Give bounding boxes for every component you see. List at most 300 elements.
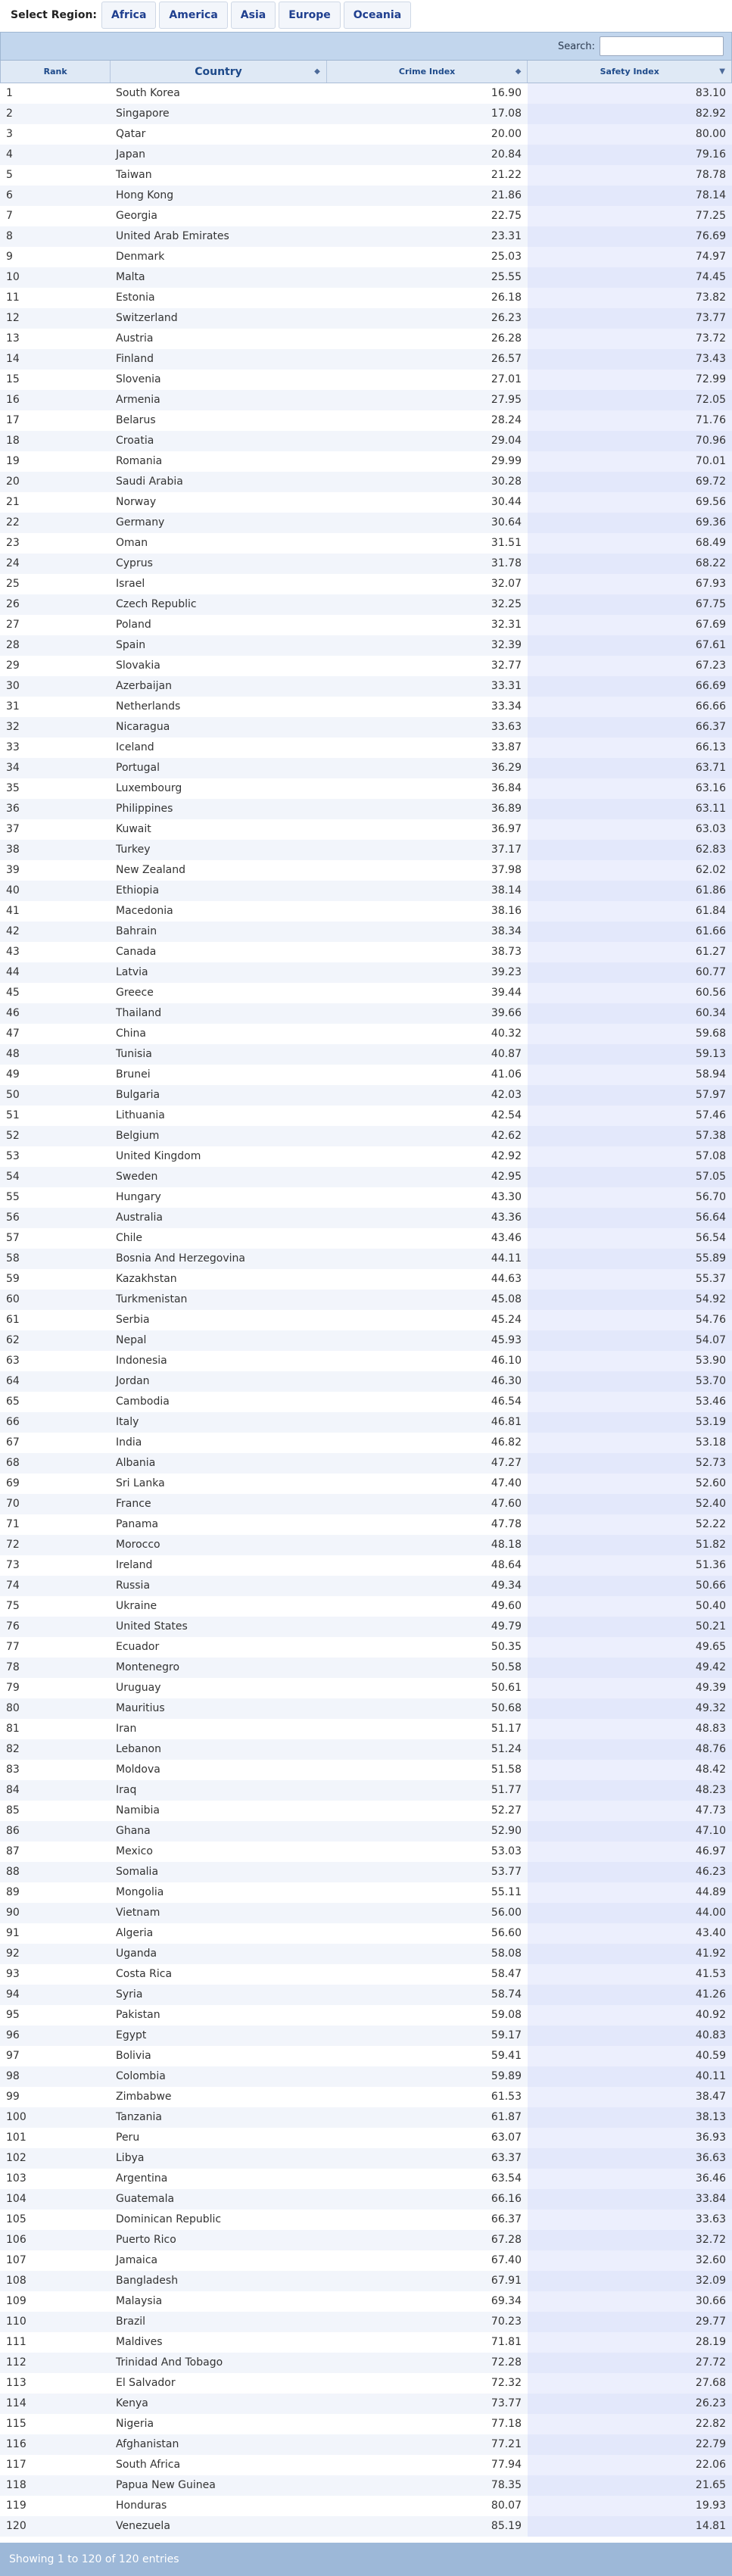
country-cell: Mongolia — [116, 1886, 164, 1898]
table-row — [0, 778, 732, 799]
rank-cell: 84 — [6, 1784, 20, 1796]
table-row — [0, 2005, 732, 2026]
country-cell: Albania — [116, 1457, 156, 1469]
column-header-country[interactable] — [111, 61, 327, 83]
rank-cell: 65 — [6, 1396, 20, 1408]
safety-index-cell: 76.69 — [528, 226, 732, 247]
country-cell: New Zealand — [116, 864, 185, 876]
country-cell: United Kingdom — [116, 1150, 201, 1162]
safety-index-cell: 69.36 — [528, 513, 732, 533]
table-row — [0, 2148, 732, 2169]
column-header-crime-index[interactable] — [327, 61, 528, 83]
table-row — [0, 1658, 732, 1678]
rank-cell: 97 — [6, 2050, 20, 2062]
safety-index-cell: 62.83 — [528, 840, 732, 860]
rank-cell: 55 — [6, 1191, 20, 1203]
table-row — [0, 1003, 732, 1024]
country-cell: Ecuador — [116, 1641, 160, 1653]
country-cell: Namibia — [116, 1804, 160, 1817]
crime-index-cell: 49.34 — [491, 1580, 522, 1592]
crime-index-cell: 30.44 — [491, 496, 522, 508]
table-row — [0, 1719, 732, 1739]
table-footer — [0, 2543, 732, 2576]
country-cell: Tunisia — [116, 1048, 152, 1060]
rank-cell: 41 — [6, 905, 20, 917]
safety-index-cell: 68.49 — [528, 533, 732, 554]
country-cell: Portugal — [116, 762, 160, 774]
table-row — [0, 574, 732, 594]
country-cell: Slovenia — [116, 373, 161, 385]
crime-index-cell: 52.27 — [491, 1804, 522, 1817]
country-cell: Uruguay — [116, 1682, 161, 1694]
table-row — [0, 145, 732, 165]
table-row — [0, 2026, 732, 2046]
rank-cell: 112 — [6, 2356, 26, 2369]
rank-cell: 82 — [6, 1743, 20, 1755]
crime-index-cell: 53.03 — [491, 1845, 522, 1857]
country-cell: Poland — [116, 619, 151, 631]
safety-index-cell: 22.79 — [528, 2434, 732, 2455]
safety-index-cell: 70.96 — [528, 431, 732, 451]
safety-index-cell: 56.54 — [528, 1228, 732, 1249]
country-cell: Azerbaijan — [116, 680, 172, 692]
safety-index-cell: 46.23 — [528, 1862, 732, 1882]
rank-cell: 43 — [6, 946, 20, 958]
country-cell: Oman — [116, 537, 148, 549]
crime-index-cell: 45.93 — [491, 1334, 522, 1346]
table-row — [0, 656, 732, 676]
rank-cell: 74 — [6, 1580, 20, 1592]
table-body — [0, 83, 732, 2537]
crime-index-cell: 20.00 — [491, 128, 522, 140]
safety-index-cell: 70.01 — [528, 451, 732, 472]
country-cell: Colombia — [116, 2070, 166, 2082]
rank-cell: 52 — [6, 1130, 20, 1142]
table-row — [0, 206, 732, 226]
country-cell: Montenegro — [116, 1661, 180, 1673]
table-row — [0, 186, 732, 206]
crime-index-cell: 33.34 — [491, 700, 522, 713]
crime-index-cell: 38.34 — [491, 925, 522, 937]
safety-index-cell: 26.23 — [528, 2394, 732, 2414]
table-row — [0, 1146, 732, 1167]
rank-cell: 16 — [6, 394, 20, 406]
crime-index-cell: 36.84 — [491, 782, 522, 794]
rank-cell: 57 — [6, 1232, 20, 1244]
crime-index-cell: 26.57 — [491, 353, 522, 365]
safety-index-cell: 57.08 — [528, 1146, 732, 1167]
crime-index-cell: 59.08 — [491, 2009, 522, 2021]
crime-index-cell: 46.81 — [491, 1416, 522, 1428]
safety-index-cell: 22.06 — [528, 2455, 732, 2475]
rank-cell: 8 — [6, 230, 13, 242]
table-row — [0, 1678, 732, 1698]
country-cell: Armenia — [116, 394, 160, 406]
crime-index-cell: 26.28 — [491, 332, 522, 345]
table-row — [0, 513, 732, 533]
table-row — [0, 533, 732, 554]
crime-index-cell: 78.35 — [491, 2479, 522, 2491]
safety-index-cell: 21.65 — [528, 2475, 732, 2496]
country-cell: Nigeria — [116, 2418, 154, 2430]
country-cell: Slovakia — [116, 660, 160, 672]
table-row — [0, 635, 732, 656]
data-table-container — [0, 32, 732, 2576]
country-cell: Ethiopia — [116, 884, 160, 897]
rank-cell: 9 — [6, 251, 13, 263]
country-cell: Cyprus — [116, 557, 153, 569]
crime-index-cell: 40.87 — [491, 1048, 522, 1060]
table-row — [0, 1106, 732, 1126]
country-cell: Trinidad And Tobago — [116, 2356, 223, 2369]
table-row — [0, 1024, 732, 1044]
region-button-asia[interactable]: Asia — [231, 2, 276, 29]
crime-index-cell: 25.55 — [491, 271, 522, 283]
rank-cell: 4 — [6, 148, 13, 161]
safety-index-cell: 71.76 — [528, 410, 732, 431]
rank-cell: 42 — [6, 925, 20, 937]
rank-cell: 85 — [6, 1804, 20, 1817]
safety-index-cell: 67.69 — [528, 615, 732, 635]
rank-cell: 76 — [6, 1620, 20, 1633]
country-cell: Costa Rica — [116, 1968, 173, 1980]
rank-cell: 31 — [6, 700, 20, 713]
crime-index-cell: 48.18 — [491, 1539, 522, 1551]
rank-cell: 1 — [6, 87, 13, 99]
rank-cell: 18 — [6, 435, 20, 447]
country-cell: Zimbabwe — [116, 2091, 172, 2103]
rank-cell: 61 — [6, 1314, 20, 1326]
table-row — [0, 2373, 732, 2394]
country-cell: Ukraine — [116, 1600, 157, 1612]
country-cell: Luxembourg — [116, 782, 182, 794]
safety-index-cell: 40.59 — [528, 2046, 732, 2066]
safety-index-cell: 61.86 — [528, 881, 732, 901]
table-row — [0, 410, 732, 431]
safety-index-cell: 32.60 — [528, 2250, 732, 2271]
rank-cell: 89 — [6, 1886, 20, 1898]
safety-index-cell: 73.43 — [528, 349, 732, 370]
rank-cell: 44 — [6, 966, 20, 978]
table-row — [0, 1330, 732, 1351]
safety-index-cell: 67.75 — [528, 594, 732, 615]
table-row — [0, 1208, 732, 1228]
crime-index-cell: 56.00 — [491, 1907, 522, 1919]
table-row — [0, 1228, 732, 1249]
crime-index-cell: 41.06 — [491, 1068, 522, 1081]
country-cell: Maldives — [116, 2336, 163, 2348]
safety-index-cell: 55.89 — [528, 1249, 732, 1269]
country-cell: Somalia — [116, 1866, 159, 1878]
rank-cell: 105 — [6, 2213, 26, 2225]
rank-cell: 7 — [6, 210, 13, 222]
crime-index-cell: 63.07 — [491, 2132, 522, 2144]
rank-cell: 98 — [6, 2070, 20, 2082]
rank-cell: 110 — [6, 2316, 26, 2328]
country-cell: Ghana — [116, 1825, 151, 1837]
rank-cell: 6 — [6, 189, 13, 201]
safety-index-cell: 53.19 — [528, 1412, 732, 1433]
safety-index-cell: 27.68 — [528, 2373, 732, 2394]
table-row — [0, 1453, 732, 1474]
crime-index-cell: 80.07 — [491, 2500, 522, 2512]
country-cell: Kazakhstan — [116, 1273, 177, 1285]
crime-index-cell: 32.39 — [491, 639, 522, 651]
rank-cell: 10 — [6, 271, 20, 283]
country-cell: Kuwait — [116, 823, 151, 835]
safety-index-cell: 57.05 — [528, 1167, 732, 1187]
rank-cell: 78 — [6, 1661, 20, 1673]
crime-index-cell: 38.14 — [491, 884, 522, 897]
region-button-africa[interactable]: Africa — [101, 2, 156, 29]
crime-index-cell: 61.53 — [491, 2091, 522, 2103]
table-row — [0, 308, 732, 329]
rank-cell: 69 — [6, 1477, 20, 1489]
rank-cell: 93 — [6, 1968, 20, 1980]
table-row — [0, 1882, 732, 1903]
crime-index-cell: 50.68 — [491, 1702, 522, 1714]
table-row — [0, 697, 732, 717]
country-cell: Estonia — [116, 292, 155, 304]
crime-index-cell: 50.35 — [491, 1641, 522, 1653]
rank-cell: 120 — [6, 2520, 26, 2532]
table-row — [0, 2291, 732, 2312]
safety-index-cell: 48.23 — [528, 1780, 732, 1801]
region-button-america[interactable]: America — [159, 2, 227, 29]
table-row — [0, 1739, 732, 1760]
crime-index-cell: 58.08 — [491, 1948, 522, 1960]
rank-cell: 92 — [6, 1948, 20, 1960]
table-row — [0, 1555, 732, 1576]
column-header-safety-index[interactable] — [528, 61, 731, 83]
country-cell: Venezuela — [116, 2520, 170, 2532]
table-row — [0, 431, 732, 451]
safety-index-cell: 49.39 — [528, 1678, 732, 1698]
rank-cell: 106 — [6, 2234, 26, 2246]
rank-cell: 81 — [6, 1723, 20, 1735]
table-row — [0, 1514, 732, 1535]
table-row — [0, 492, 732, 513]
country-cell: Hungary — [116, 1191, 161, 1203]
table-row — [0, 799, 732, 819]
safety-index-cell: 51.36 — [528, 1555, 732, 1576]
country-cell: Iceland — [116, 741, 154, 753]
crime-index-cell: 66.37 — [491, 2213, 522, 2225]
rank-cell: 3 — [6, 128, 13, 140]
country-cell: Mauritius — [116, 1702, 165, 1714]
country-cell: Jamaica — [116, 2254, 158, 2266]
column-header-rank[interactable] — [1, 61, 111, 83]
safety-index-cell: 52.40 — [528, 1494, 732, 1514]
table-row — [0, 1290, 732, 1310]
table-row — [0, 1371, 732, 1392]
safety-index-cell: 66.13 — [528, 738, 732, 758]
safety-index-cell: 74.45 — [528, 267, 732, 288]
safety-index-cell: 67.23 — [528, 656, 732, 676]
safety-index-cell: 41.53 — [528, 1964, 732, 1985]
crime-index-cell: 66.16 — [491, 2193, 522, 2205]
country-cell: Vietnam — [116, 1907, 160, 1919]
rank-cell: 101 — [6, 2132, 26, 2144]
safety-index-cell: 83.10 — [528, 83, 732, 104]
rank-cell: 29 — [6, 660, 20, 672]
crime-index-cell: 46.10 — [491, 1355, 522, 1367]
safety-index-cell: 54.76 — [528, 1310, 732, 1330]
region-button-europe[interactable]: Europe — [279, 2, 341, 29]
table-row — [0, 2414, 732, 2434]
country-cell: Sri Lanka — [116, 1477, 165, 1489]
table-row — [0, 2475, 732, 2496]
crime-index-cell: 36.29 — [491, 762, 522, 774]
sort-both-icon: ◆ — [515, 67, 522, 76]
safety-index-cell: 61.27 — [528, 942, 732, 962]
rank-cell: 40 — [6, 884, 20, 897]
safety-index-cell: 63.03 — [528, 819, 732, 840]
rank-cell: 27 — [6, 619, 20, 631]
rank-cell: 109 — [6, 2295, 26, 2307]
table-row — [0, 349, 732, 370]
rank-cell: 90 — [6, 1907, 20, 1919]
crime-index-cell: 77.18 — [491, 2418, 522, 2430]
safety-index-cell: 44.89 — [528, 1882, 732, 1903]
table-row — [0, 1474, 732, 1494]
rank-cell: 37 — [6, 823, 20, 835]
rank-cell: 30 — [6, 680, 20, 692]
rank-cell: 5 — [6, 169, 13, 181]
country-cell: Panama — [116, 1518, 159, 1530]
table-row — [0, 2455, 732, 2475]
rank-cell: 58 — [6, 1252, 20, 1265]
country-cell: Bulgaria — [116, 1089, 160, 1101]
table-row — [0, 83, 732, 104]
rank-cell: 39 — [6, 864, 20, 876]
crime-index-cell: 30.64 — [491, 516, 522, 529]
country-cell: Israel — [116, 578, 145, 590]
country-cell: Turkmenistan — [116, 1293, 188, 1305]
safety-index-cell: 60.34 — [528, 1003, 732, 1024]
crime-index-cell: 31.78 — [491, 557, 522, 569]
table-row — [0, 1842, 732, 1862]
table-row — [0, 819, 732, 840]
crime-index-cell: 44.11 — [491, 1252, 522, 1265]
table-row — [0, 2394, 732, 2414]
table-row — [0, 1433, 732, 1453]
crime-index-cell: 72.32 — [491, 2377, 522, 2389]
table-row — [0, 1494, 732, 1514]
rank-cell: 34 — [6, 762, 20, 774]
crime-index-cell: 27.95 — [491, 394, 522, 406]
country-cell: Dominican Republic — [116, 2213, 222, 2225]
table-row — [0, 717, 732, 738]
table-row — [0, 2312, 732, 2332]
region-button-oceania[interactable]: Oceania — [344, 2, 411, 29]
table-row — [0, 1944, 732, 1964]
crime-index-cell: 43.30 — [491, 1191, 522, 1203]
country-cell: Moldova — [116, 1764, 160, 1776]
country-cell: Brazil — [116, 2316, 146, 2328]
country-cell: Sweden — [116, 1171, 158, 1183]
safety-index-cell: 33.63 — [528, 2210, 732, 2230]
safety-index-cell: 52.60 — [528, 1474, 732, 1494]
table-row — [0, 1780, 732, 1801]
rank-cell: 23 — [6, 537, 20, 549]
country-cell: Finland — [116, 353, 154, 365]
table-row — [0, 1862, 732, 1882]
crime-index-cell: 32.31 — [491, 619, 522, 631]
table-row — [0, 1249, 732, 1269]
rank-cell: 116 — [6, 2438, 26, 2450]
crime-index-cell: 33.63 — [491, 721, 522, 733]
rank-cell: 38 — [6, 844, 20, 856]
table-row — [0, 472, 732, 492]
table-row — [0, 390, 732, 410]
safety-index-cell: 46.97 — [528, 1842, 732, 1862]
country-cell: Guatemala — [116, 2193, 175, 2205]
country-cell: Switzerland — [116, 312, 178, 324]
rank-cell: 68 — [6, 1457, 20, 1469]
rank-cell: 59 — [6, 1273, 20, 1285]
country-cell: Bosnia And Herzegovina — [116, 1252, 245, 1265]
safety-index-cell: 69.72 — [528, 472, 732, 492]
safety-index-cell: 54.07 — [528, 1330, 732, 1351]
crime-index-cell: 32.25 — [491, 598, 522, 610]
rank-cell: 48 — [6, 1048, 20, 1060]
crime-index-cell: 36.97 — [491, 823, 522, 835]
crime-index-cell: 58.47 — [491, 1968, 522, 1980]
safety-index-cell: 30.66 — [528, 2291, 732, 2312]
rank-cell: 107 — [6, 2254, 26, 2266]
country-cell: Spain — [116, 639, 146, 651]
table-row — [0, 2189, 732, 2210]
table-row — [0, 2434, 732, 2455]
table-row — [0, 247, 732, 267]
country-cell: Belarus — [116, 414, 156, 426]
crime-index-cell: 59.89 — [491, 2070, 522, 2082]
table-row — [0, 1187, 732, 1208]
country-cell: Nepal — [116, 1334, 147, 1346]
crime-index-cell: 63.37 — [491, 2152, 522, 2164]
country-cell: Bolivia — [116, 2050, 151, 2062]
rank-cell: 73 — [6, 1559, 20, 1571]
table-row — [0, 1126, 732, 1146]
safety-index-cell: 29.77 — [528, 2312, 732, 2332]
crime-index-cell: 30.28 — [491, 476, 522, 488]
safety-index-cell: 59.68 — [528, 1024, 732, 1044]
safety-index-cell: 38.13 — [528, 2107, 732, 2128]
safety-index-cell: 49.42 — [528, 1658, 732, 1678]
safety-index-cell: 63.16 — [528, 778, 732, 799]
rank-cell: 103 — [6, 2172, 26, 2185]
safety-index-cell: 55.37 — [528, 1269, 732, 1290]
country-cell: Argentina — [116, 2172, 168, 2185]
table-row — [0, 2250, 732, 2271]
country-cell: Croatia — [116, 435, 154, 447]
column-header-label: Country — [195, 65, 242, 78]
crime-index-cell: 22.75 — [491, 210, 522, 222]
rank-cell: 100 — [6, 2111, 26, 2123]
crime-index-cell: 47.60 — [491, 1498, 522, 1510]
crime-index-cell: 48.64 — [491, 1559, 522, 1571]
safety-index-cell: 52.73 — [528, 1453, 732, 1474]
safety-index-cell: 40.83 — [528, 2026, 732, 2046]
column-header-label: Safety Index — [600, 67, 659, 76]
country-cell: Lebanon — [116, 1743, 161, 1755]
crime-index-cell: 77.94 — [491, 2459, 522, 2471]
table-row — [0, 1821, 732, 1842]
search-input[interactable] — [600, 36, 724, 56]
country-cell: Egypt — [116, 2029, 147, 2041]
rank-cell: 20 — [6, 476, 20, 488]
